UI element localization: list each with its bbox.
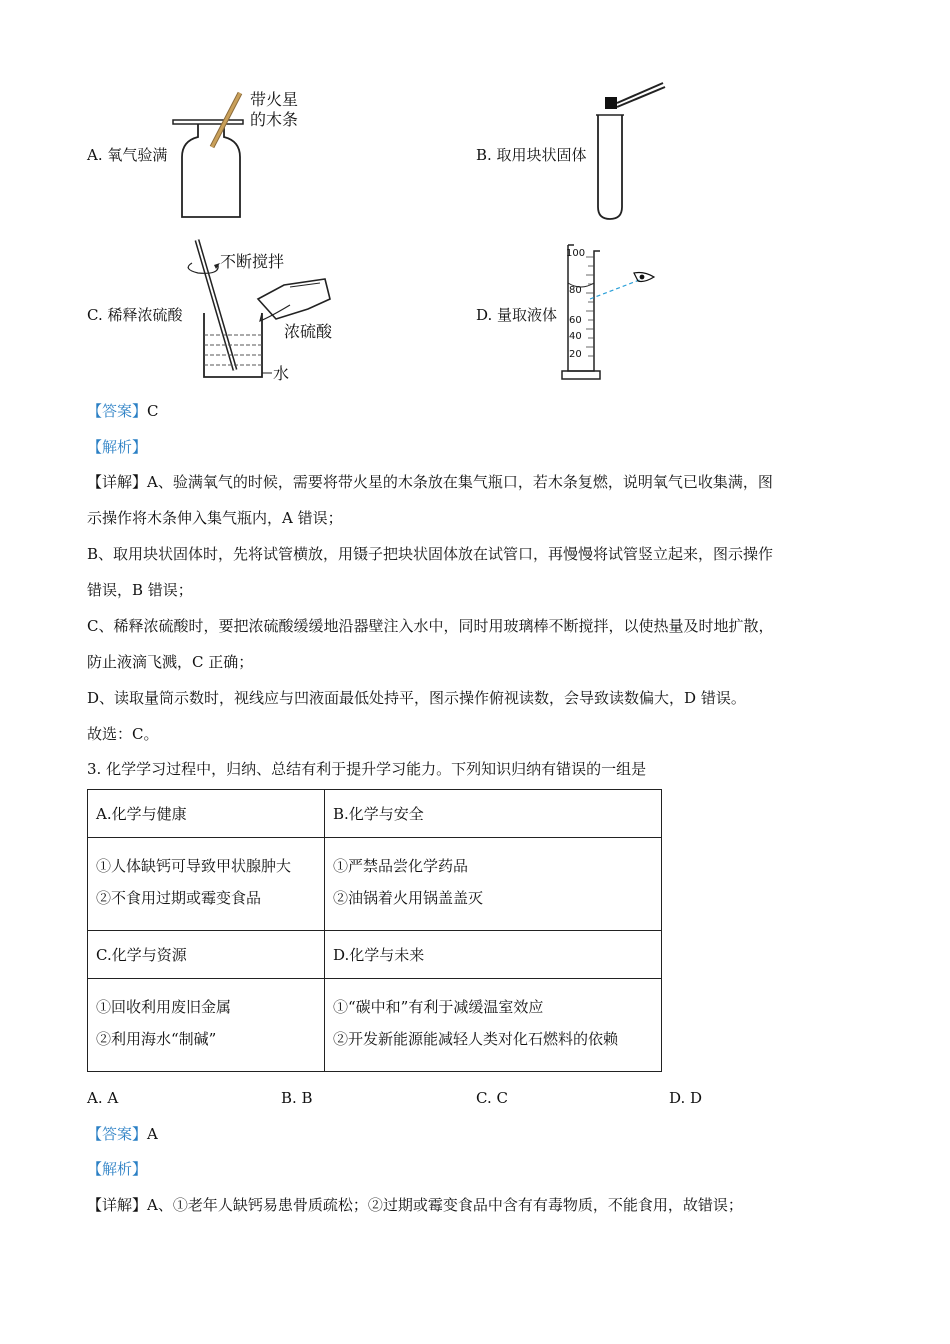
choice-c: C. C (476, 1089, 508, 1107)
tick-40: 40 (569, 331, 582, 342)
option-d-label: D. 量取液体 (476, 306, 558, 324)
annot-water: 水 (273, 364, 290, 383)
choice-b: B. B (281, 1089, 313, 1107)
tick-80: 80 (569, 285, 582, 296)
cell-c-head: C.化学与资源 (88, 931, 325, 979)
q3-answer: 【答案】A (87, 1125, 158, 1143)
annot-spark-2: 的木条 (250, 110, 299, 129)
option-c-label: C. 稀释浓硫酸 (87, 306, 183, 324)
oxygen-bottle-diagram (170, 85, 320, 225)
cell-d-body: ①“碳中和”有利于减缓温室效应 ②开发新能源能减轻人类对化石燃料的依赖 (325, 979, 662, 1072)
cell-b-head: B.化学与安全 (325, 790, 662, 838)
test-tube-diagram (595, 75, 675, 225)
cell-a-body: ①人体缺钙可导致甲状腺肿大 ②不食用过期或霉变食品 (88, 838, 325, 931)
tick-20: 20 (569, 349, 582, 360)
cell-d-head: D.化学与未来 (325, 931, 662, 979)
option-a-label: A. 氧气验满 (87, 146, 168, 164)
annot-acid: 浓硫酸 (284, 322, 333, 341)
q2-detail-line-4: 错误，B 错误； (87, 581, 193, 599)
q2-detail-line-2: 示操作将木条伸入集气瓶内，A 错误； (87, 509, 343, 527)
option-b-label: B. 取用块状固体 (476, 146, 587, 164)
q2-detail-line-3: B、取用块状固体时，先将试管横放，用镊子把块状固体放在试管口，再慢慢将试管竖立起来，图示操作 (87, 545, 774, 563)
cell-c-body: ①回收利用废旧金属 ②利用海水“制碱” (88, 979, 325, 1072)
cylinder-diagram (560, 243, 670, 385)
q3-detail-line-1: 【详解】A、①老年人缺钙易患骨质疏松；②过期或霉变食品中含有有毒物质，不能食用，故错误； (87, 1196, 743, 1214)
dilution-diagram (180, 235, 350, 385)
q2-detail-line-5: C、稀释浓硫酸时，要把浓硫酸缓缓地沿器壁注入水中，同时用玻璃棒不断搅拌，以使热量及时地扩散， (87, 617, 774, 635)
annot-spark-1: 带火星 (250, 90, 299, 109)
tick-60: 60 (569, 315, 582, 326)
q2-detail-line-8: 故选：C。 (87, 725, 159, 743)
choice-d: D. D (669, 1089, 703, 1107)
choice-a: A. A (87, 1089, 119, 1107)
q2-detail-line-1: 【详解】A、验满氧气的时候，需要将带火星的木条放在集气瓶口，若木条复燃，说明氧气已收集满，图 (87, 473, 773, 491)
cell-a-head: A.化学与健康 (88, 790, 325, 838)
q2-answer: 【答案】C (87, 402, 159, 420)
knowledge-table (87, 789, 662, 1072)
q3-analysis-tag: 【解析】 (87, 1160, 148, 1178)
tick-100: 100 (566, 248, 586, 259)
cell-b-body: ①严禁品尝化学药品 ②油锅着火用锅盖盖灭 (325, 838, 662, 931)
q2-analysis-tag: 【解析】 (87, 438, 148, 456)
q3-question: 3. 化学学习过程中，归纳、总结有利于提升学习能力。下列知识归纳有错误的一组是 (87, 760, 647, 778)
q2-detail-line-6: 防止液滴飞溅，C 正确； (87, 653, 254, 671)
q2-detail-line-7: D、读取量筒示数时，视线应与凹液面最低处持平，图示操作俯视读数，会导致读数偏大，D 错误。 (87, 689, 746, 707)
annot-stir: 不断搅拌 (220, 252, 285, 271)
